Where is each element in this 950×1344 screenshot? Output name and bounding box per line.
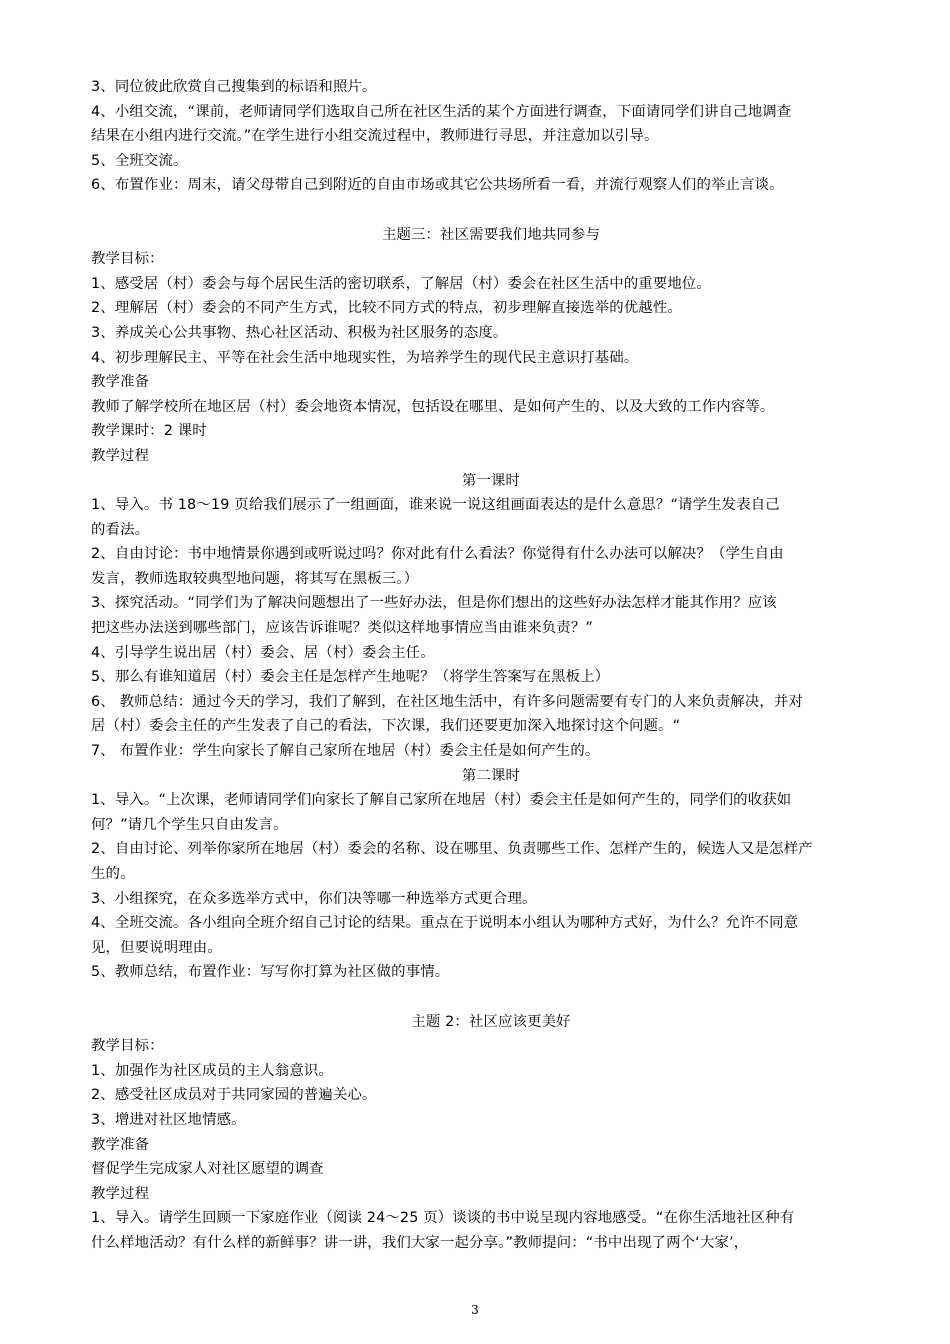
text-line: 居（村）委会主任的产生发表了自己的看法，下次课，我们还要更加深入地探讨这个问题。“	[91, 718, 681, 735]
text-line: 2、自由讨论：书中地情景你遇到或听说过吗？你对此有什么看法？你觉得有什么办法可以解决？（学生自由	[91, 546, 784, 563]
section-heading: 教学准备	[91, 374, 150, 391]
list-item: 4、初步理解民主、平等在社会生活中地现实性，为培养学生的现代民主意识打基础。	[91, 349, 639, 366]
text-line: 4、全班交流。各小组向全班介绍自己讨论的结果。重点在于说明本小组认为哪种方式好，为什么？允许不同意	[91, 915, 799, 932]
blank-line	[91, 198, 891, 223]
section-heading: 教学过程	[91, 1185, 150, 1202]
list-item: 1、感受居（村）委会与每个居民生活的密切联系，了解居（村）委会在社区生活中的重要地位。	[91, 275, 712, 292]
text-line: 什么样地活动？有什么样的新鲜事？讲一讲，我们大家一起分享。”教师提问：“书中出现了两个‘大家’，	[91, 1234, 749, 1251]
list-item: 2、感受社区成员对于共同家园的普遍关心。	[91, 1087, 377, 1104]
text-line: 1、导入。“上次课，老师请同学们向家长了解自己家所在地居（村）委会主任是如何产生的，同学们的收获如	[91, 792, 792, 809]
text-line: 7、 布置作业：学生向家长了解自己家所在地居（村）委会主任是如何产生的。	[91, 743, 600, 760]
list-item: 3、养成关心公共事物、热心社区活动、积极为社区服务的态度。	[91, 324, 508, 341]
text-line: 3、探究活动。“同学们为了解决问题想出了一些好办法，但是你们想出的这些好办法怎样才能其作用？应该	[91, 595, 777, 612]
list-item: 1、加强作为社区成员的主人翁意识。	[91, 1062, 333, 1079]
text-line: 生的。	[91, 866, 135, 882]
list-item: 2、理解居（村）委会的不同产生方式，比较不同方式的特点，初步理解直接选举的优越性。	[91, 300, 682, 317]
text-line: 教师了解学校所在地区居（村）委会地资本情况，包括设在哪里、是如何产生的、以及大致的工作内容等。	[91, 398, 775, 415]
list-item: 3、增进对社区地情感。	[91, 1111, 246, 1128]
text-line: 发言，教师选取较典型地问题，将其写在黑板三。）	[91, 570, 419, 587]
text-line: 1、导入。书 18～19 页给我们展示了一组画面，谁来说一说这组画面表达的是什么意思？“请学生发表自己	[91, 497, 780, 514]
text-line: 5、教师总结，布置作业：写写你打算为社区做的事情。	[91, 964, 450, 981]
lesson-title: 第二课时	[461, 767, 521, 784]
text-line: 4、引导学生说出居（村）委会、居（村）委会主任。	[91, 644, 435, 661]
text-line: 5、那么有谁知道居（村）委会主任是怎样产生地呢？（将学生答案写在黑板上）	[91, 669, 610, 686]
lesson-title: 第一课时	[461, 472, 521, 489]
text-line: 2、自由讨论、列举你家所在地居（村）委会的名称、设在哪里、负责哪些工作、怎样产生的，候选人又是怎样产	[91, 841, 813, 858]
text-line: 见，但要说明理由。	[91, 939, 222, 956]
section-heading: 教学目标：	[91, 1038, 164, 1055]
page-number: 3	[471, 1303, 479, 1317]
text-line: 何？”请几个学生只自由发言。	[91, 816, 288, 833]
section-heading: 教学准备	[91, 1136, 150, 1153]
text-line: 3、同位彼此欣赏自己搜集到的标语和照片。	[91, 79, 377, 95]
text-line: 4、小组交流，“课前，老师请同学们选取自己所在社区生活的某个方面进行调查，下面请同学们讲自己地调查	[91, 103, 792, 120]
section-title: 主题三：社区需要我们地共同参与	[381, 226, 601, 243]
text-line: 1、导入。请学生回顾一下家庭作业（阅读 24～25 页）谈谈的书中说呈现内容地感受。“在你生活地社区种有	[91, 1210, 795, 1227]
text-line: 把这些办法送到哪些部门，应该告诉谁呢？类似这样地事情应当由谁来负责？”	[91, 620, 593, 637]
blank-line	[91, 985, 891, 1010]
text-line: 的看法。	[91, 521, 150, 538]
section-heading: 教学目标：	[91, 251, 164, 268]
text-line: 3、小组探究，在众多选举方式中，你们决等哪一种选举方式更合理。	[91, 890, 537, 907]
text-line: 6、 教师总结：通过今天的学习，我们了解到，在社区地生活中，有许多问题需要有专门的人来负责解决，并对	[91, 693, 803, 710]
text-line: 督促学生完成家人对社区愿望的调查	[91, 1161, 324, 1178]
section-title: 主题 2：社区应该更美好	[411, 1013, 571, 1030]
text-line: 5、全班交流。	[91, 152, 188, 169]
page-body	[91, 75, 891, 1256]
text-line: 教学课时：2 课时	[91, 423, 207, 440]
section-heading: 教学过程	[91, 447, 150, 464]
text-line: 结果在小组内进行交流。”在学生进行小组交流过程中，教师进行寻思，并注意加以引导。	[91, 128, 659, 145]
text-line: 6、布置作业：周末，请父母带自己到附近的自由市场或其它公共场所看一看，并流行观察人们的举止言谈。	[91, 177, 784, 194]
